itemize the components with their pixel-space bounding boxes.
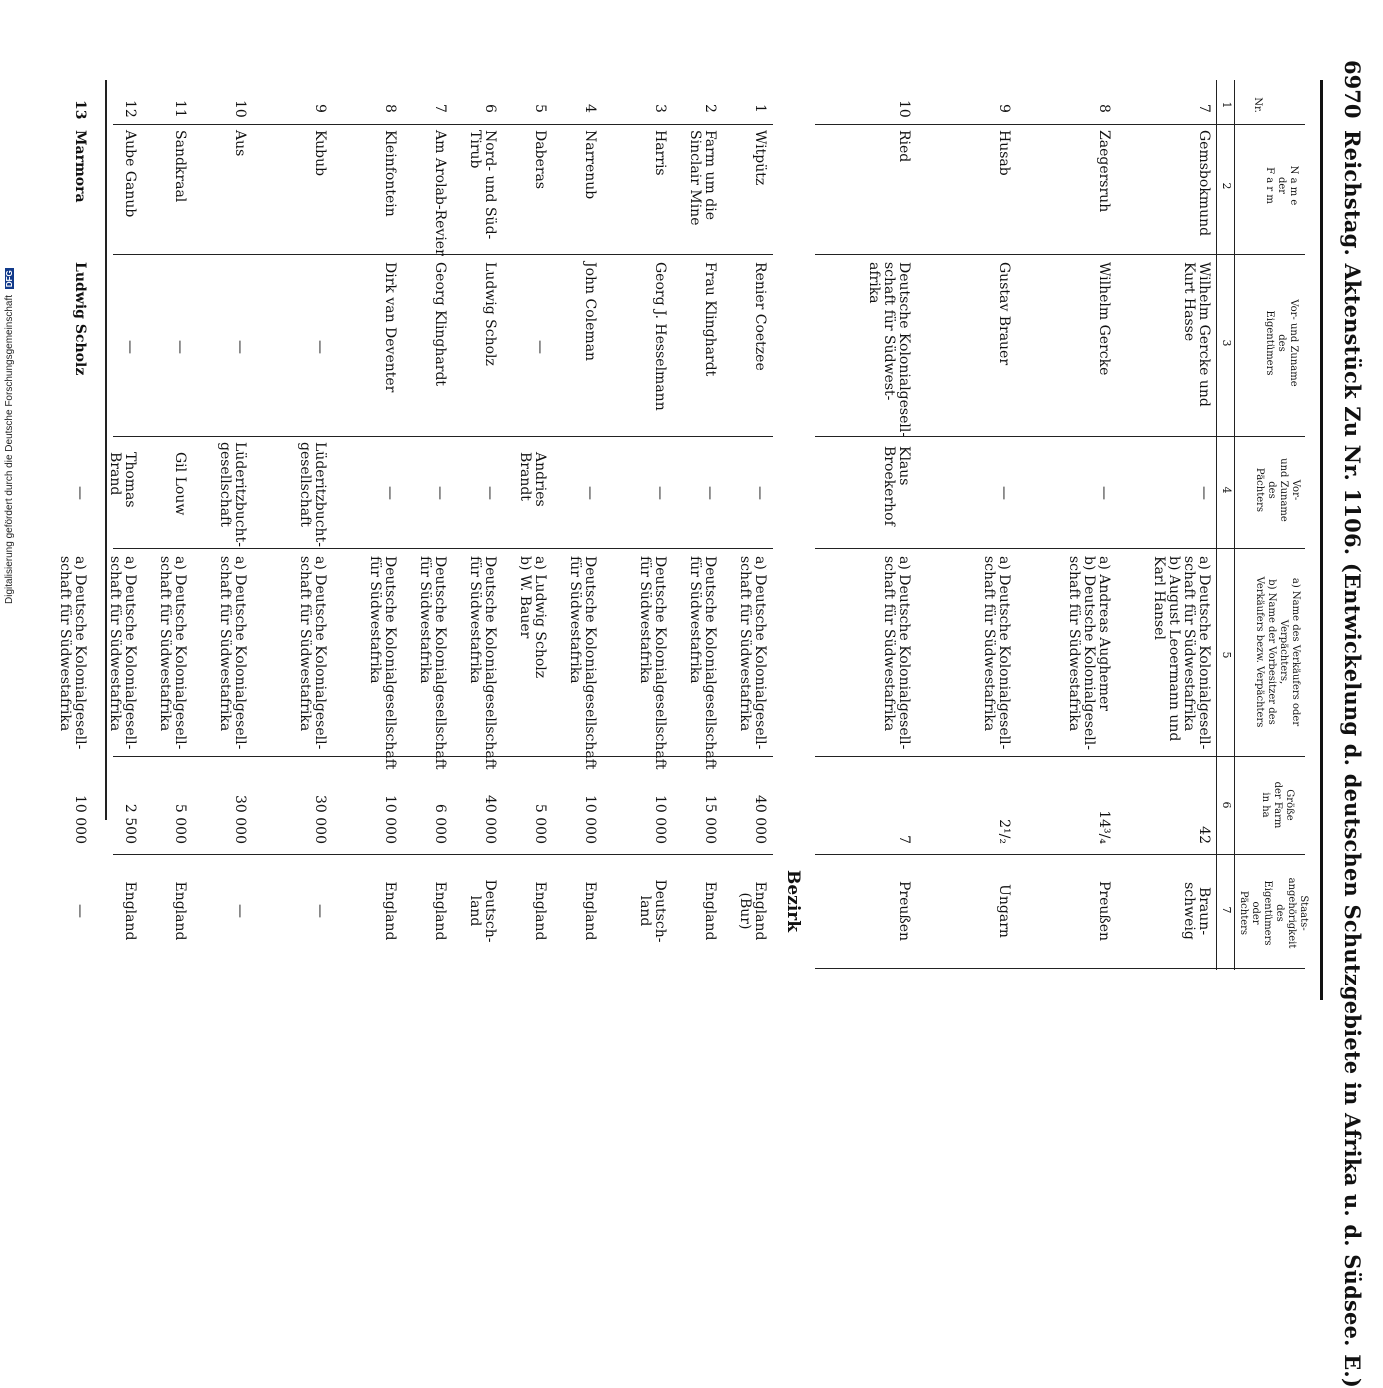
seller-name: a) Ludwig Scholz b) W. Bauer xyxy=(517,556,548,679)
farm-size: 40 000 xyxy=(752,795,768,844)
seller-name: Deutsche Kolonialgesellschaft für Südwestafrika xyxy=(417,556,448,770)
header-number-rule xyxy=(1234,80,1235,970)
nationality: — xyxy=(72,904,88,918)
row-nr: 10 xyxy=(232,100,248,118)
seller-name: a) Deutsche Kolonialgesell- schaft für Südwestafrika xyxy=(881,556,912,750)
owner-name: — xyxy=(172,340,188,354)
col-number-6: 6 xyxy=(1220,801,1233,809)
nationality: England xyxy=(382,881,398,941)
nationality: Preußen xyxy=(1096,880,1112,942)
row-nr: 3 xyxy=(652,104,668,113)
nationality: England xyxy=(702,881,718,941)
col-head-tenant: Vor- und Zuname des Pächters xyxy=(1254,458,1301,522)
page-header xyxy=(1329,60,1365,1388)
farm-name: Daberas xyxy=(532,130,548,190)
nationality: Deutsch- land xyxy=(637,879,668,943)
row-nr: 11 xyxy=(172,100,188,118)
owner-name: — xyxy=(232,340,248,354)
farm-name: Kubub xyxy=(312,130,328,177)
col-divider xyxy=(113,436,773,437)
seller-name: Deutsche Kolonialgesellschaft für Südwestafrika xyxy=(567,556,598,770)
farm-size: 40 000 xyxy=(482,795,498,844)
header-rule xyxy=(1320,80,1323,1000)
farm-name: Aube Ganub xyxy=(122,130,138,218)
col-divider xyxy=(815,756,1305,757)
col-divider xyxy=(113,854,773,855)
nationality: Preußen xyxy=(896,880,912,942)
row-nr: 5 xyxy=(532,104,548,113)
row-nr: 4 xyxy=(582,104,598,113)
seller-name: a) Deutsche Kolonialgesell- schaft für Südwestafrika xyxy=(107,556,138,750)
col-head-seller: a) Name des Verkäufers oder Verpächters, b) Name der Vorbesitzer des Verkäufers bezw. Verpächters xyxy=(1254,576,1301,728)
row-nr: 9 xyxy=(312,104,328,113)
row-nr: 7 xyxy=(1196,104,1212,113)
farm-size: 30 000 xyxy=(232,795,248,844)
tenant-name: Klaus Broekerhof xyxy=(881,446,912,526)
nationality: — xyxy=(232,904,248,918)
owner-name: Gustav Brauer xyxy=(996,262,1012,366)
nationality: England (Bur) xyxy=(737,881,768,941)
owner-name: Dirk van Deventer xyxy=(382,262,398,393)
owner-name: Deutsche Kolonialgesell- schaft für Südwest- afrika xyxy=(866,262,912,438)
seller-name: Deutsche Kolonialgesellschaft für Südwestafrika xyxy=(367,556,398,770)
farm-size: 10 000 xyxy=(582,795,598,844)
tenant-name: Andries Brandt xyxy=(517,452,548,507)
owner-name: Renier Coetzee xyxy=(752,262,768,371)
nationality: — xyxy=(312,904,328,918)
col-head-name: N a m e der F a r m xyxy=(1264,165,1299,206)
owner-name: Georg Klinghardt xyxy=(432,262,448,387)
farm-size: 6 000 xyxy=(432,803,448,844)
tenant-name: Gil Louw xyxy=(172,452,188,516)
farm-size: 2¹/₂ xyxy=(996,819,1012,844)
farm-size: 10 000 xyxy=(72,795,88,844)
nationality: England xyxy=(532,881,548,941)
row-nr: 8 xyxy=(382,104,398,113)
farm-name: Aus xyxy=(232,130,248,157)
farm-size: 42 xyxy=(1196,826,1212,844)
tenant-name: — xyxy=(1196,486,1212,500)
owner-name: Georg J. Hesselmann xyxy=(652,262,668,411)
seller-name: a) Deutsche Kolonialgesell- schaft für Südwestafrika xyxy=(737,556,768,750)
digitization-credit xyxy=(4,224,20,604)
seller-name: a) Deutsche Kolonialgesell- schaft für Südwestafrika xyxy=(217,556,248,750)
nationality: Ungarn xyxy=(996,884,1012,938)
col-divider xyxy=(815,124,1305,125)
col-head-nr: Nr. xyxy=(1252,97,1263,113)
col-divider xyxy=(815,968,1305,969)
farm-name: Sandkraal xyxy=(172,130,188,203)
col-number-7: 7 xyxy=(1220,906,1233,914)
farm-name: Ried xyxy=(896,130,912,163)
owner-name: — xyxy=(122,340,138,354)
farm-size: 5 000 xyxy=(172,803,188,844)
owner-name: Wilhelm Gercke und Kurt Hasse xyxy=(1181,262,1212,407)
col-divider xyxy=(815,254,1305,255)
tenant-name: — xyxy=(702,486,718,500)
col-number-4: 4 xyxy=(1220,486,1233,494)
row-nr: 12 xyxy=(122,100,138,118)
nationality: England xyxy=(432,881,448,941)
tenant-name: Thomas Brand xyxy=(107,452,138,508)
farm-size: 30 000 xyxy=(312,795,328,844)
tenant-name: — xyxy=(432,486,448,500)
tenant-name: — xyxy=(582,486,598,500)
tenant-name: — xyxy=(996,486,1012,500)
farm-name: Nord- und Süd- Tirub xyxy=(467,130,498,240)
farm-name: Narrenub xyxy=(582,130,598,200)
row-nr: 7 xyxy=(432,104,448,113)
owner-name: Ludwig Scholz xyxy=(72,262,88,376)
nationality: Deutsch- land xyxy=(467,879,498,943)
section-label: Bezirk xyxy=(783,870,803,933)
row-nr: 6 xyxy=(482,104,498,113)
tenant-name: — xyxy=(382,486,398,500)
farm-name: Zaegersruh xyxy=(1096,130,1112,213)
tenant-name: — xyxy=(72,486,88,500)
tenant-name: — xyxy=(652,486,668,500)
col-divider xyxy=(113,548,773,549)
seller-name: a) Deutsche Kolonialgesell- schaft für Südwestafrika xyxy=(57,556,88,750)
farm-size: 5 000 xyxy=(532,803,548,844)
seller-name: a) Andreas Aughemer b) Deutsche Kolonialgesell- schaft für Südwestafrika xyxy=(1066,556,1112,750)
farm-name: Husab xyxy=(996,130,1012,176)
owner-name: John Coleman xyxy=(582,262,598,362)
farm-name: Am Arolab-Revier xyxy=(432,130,448,256)
seller-name: a) Deutsche Kolonialgesell- schaft für Südwestafrika xyxy=(981,556,1012,750)
row-separator-rule xyxy=(105,80,107,820)
col-number-5: 5 xyxy=(1220,651,1233,659)
farm-name: Witpütz xyxy=(752,130,768,186)
nationality: England xyxy=(582,881,598,941)
farm-size: 10 000 xyxy=(652,795,668,844)
seller-name: Deutsche Kolonialgesellschaft für Südwestafrika xyxy=(637,556,668,770)
row-nr: 1 xyxy=(752,104,768,113)
nationality: England xyxy=(172,881,188,941)
nationality: Braun- schweig xyxy=(1181,882,1212,940)
seller-name: a) Deutsche Kolonialgesell- schaft für Südwestafrika b) August Leoermann und Karl Hansel xyxy=(1151,556,1212,750)
farm-name: Kleinfontein xyxy=(382,130,398,217)
tenant-name: — xyxy=(752,486,768,500)
dfg-logo: DFG xyxy=(5,270,14,288)
owner-name: Wilhelm Gercke xyxy=(1096,262,1112,376)
farm-size: 2 500 xyxy=(122,803,138,844)
owner-name: — xyxy=(312,340,328,354)
row-nr: 13 xyxy=(72,100,88,120)
col-number-3: 3 xyxy=(1220,339,1233,347)
header-bottom-rule xyxy=(1216,80,1217,970)
owner-name: Ludwig Scholz xyxy=(482,262,498,366)
seller-name: Deutsche Kolonialgesellschaft für Südwestafrika xyxy=(467,556,498,770)
farm-size: 10 000 xyxy=(382,795,398,844)
farm-name: Harris xyxy=(652,130,668,176)
farm-name: Farm um die Sinclair Mine xyxy=(687,130,718,226)
seller-name: a) Deutsche Kolonialgesell- schaft für Südwestafrika xyxy=(297,556,328,750)
page-number: 6970 xyxy=(1340,60,1365,119)
farm-size: 15 000 xyxy=(702,795,718,844)
page-title: Reichstag. Aktenstück Zu Nr. 1106. (Entwickelung d. deutschen Schutzgebiete in Afrika u. d. Südsee. E.) xyxy=(1340,130,1365,1388)
tenant-name: — xyxy=(482,486,498,500)
owner-name: — xyxy=(532,340,548,354)
row-nr: 2 xyxy=(702,104,718,113)
tenant-name: Lüderitzbucht- gesellschaft xyxy=(297,442,328,547)
row-nr: 9 xyxy=(996,104,1012,113)
farm-size: 14³/₄ xyxy=(1096,810,1112,844)
col-divider xyxy=(815,548,1305,549)
nationality: England xyxy=(122,881,138,941)
seller-name: a) Deutsche Kolonialgesell- schaft für Südwestafrika xyxy=(157,556,188,750)
col-divider xyxy=(113,124,773,125)
owner-name: Frau Klinghardt xyxy=(702,262,718,377)
row-nr: 10 xyxy=(896,100,912,118)
row-nr: 8 xyxy=(1096,104,1112,113)
col-number-1: 1 xyxy=(1220,101,1233,109)
farm-name: Marmora xyxy=(72,130,88,203)
col-number-2: 2 xyxy=(1220,182,1233,190)
farm-name: Gemsbokmund xyxy=(1196,130,1212,237)
credit-text: Digitalisierung gefördert durch die Deutsche Forschungsgemeinschaft xyxy=(4,294,15,604)
seller-name: Deutsche Kolonialgesellschaft für Südwestafrika xyxy=(687,556,718,770)
col-head-nation: Staats- angehörigkeit des Eigentümers oder Pächters xyxy=(1238,877,1309,949)
farm-size: 7 xyxy=(896,835,912,844)
col-head-size: Größe der Farm in ha xyxy=(1260,781,1295,829)
col-head-owner: Vor- und Zuname des Eigentümers xyxy=(1264,299,1299,387)
col-divider xyxy=(815,854,1305,855)
tenant-name: — xyxy=(1096,486,1112,500)
tenant-name: Lüderitzbucht- gesellschaft xyxy=(217,442,248,547)
